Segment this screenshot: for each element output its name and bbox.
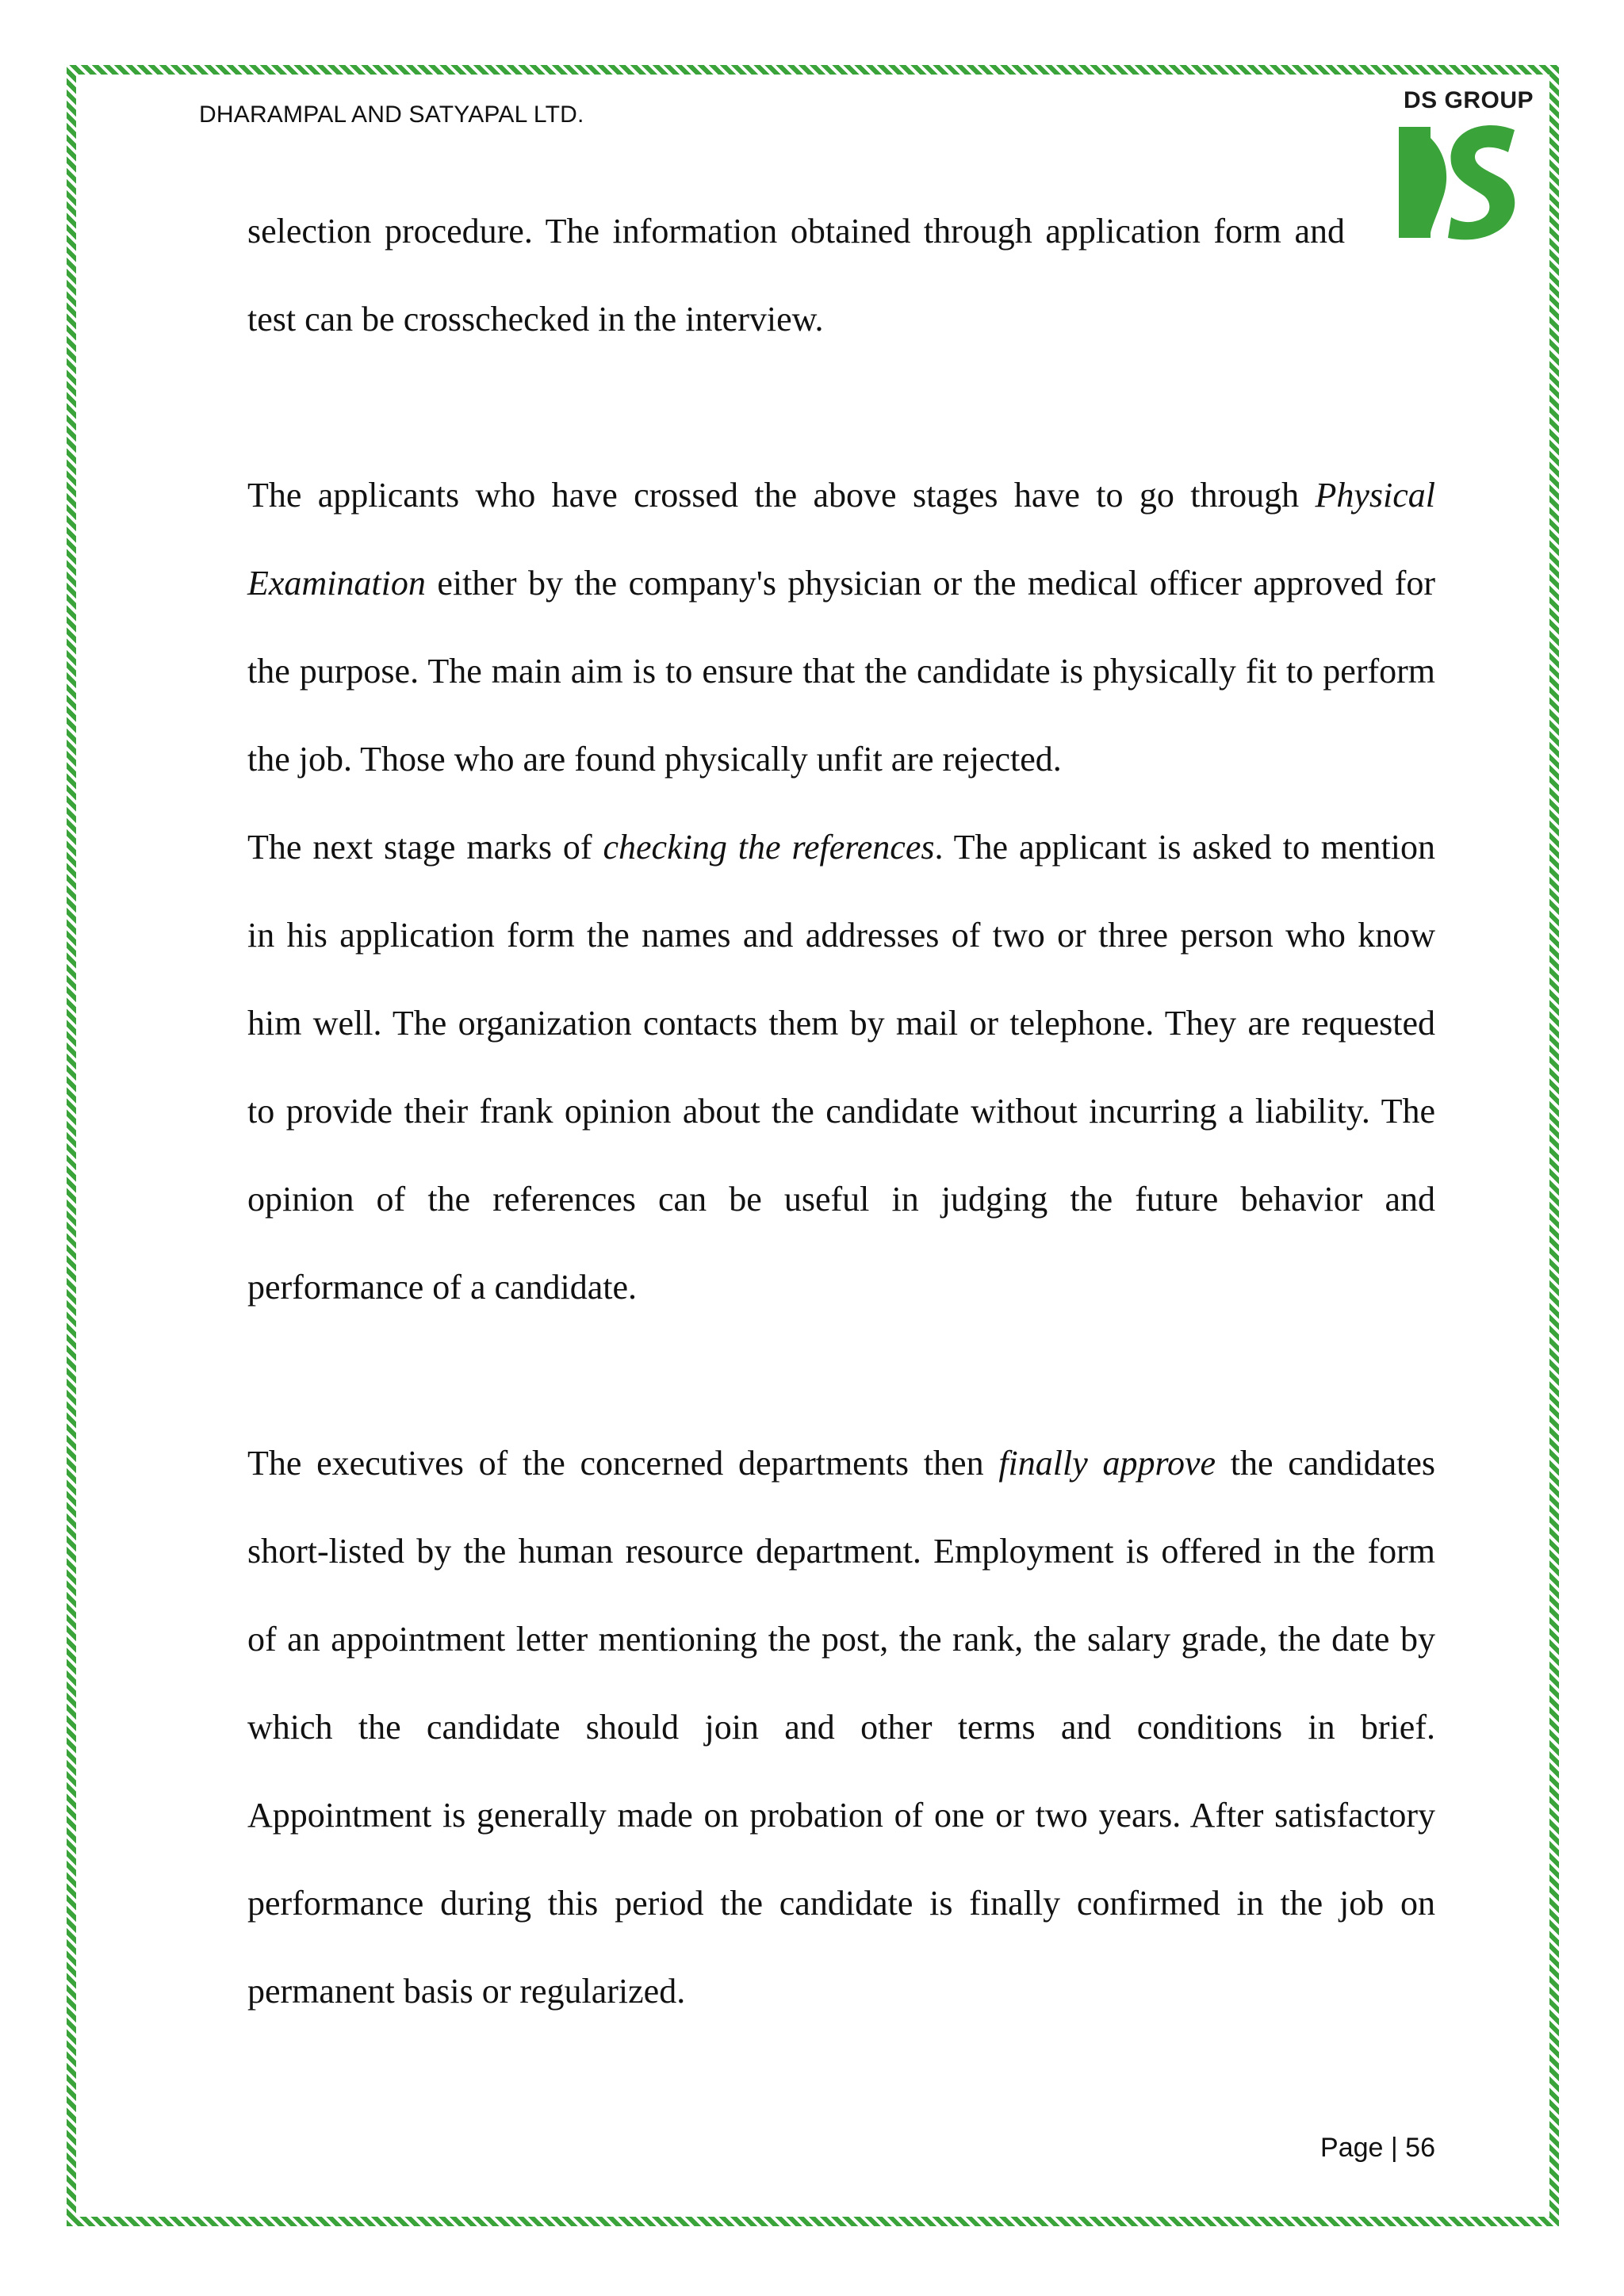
text-span: The next stage marks of (247, 828, 603, 867)
paragraph-selection-procedure: selection procedure. The information obtained through application form and test can be crosschecked in the interview. (247, 212, 1345, 339)
paragraph-final-approval (247, 1419, 1435, 2035)
text-span: either by the company's physician or the medical officer approved for the purpose. The main aim is to ensure that the candidate is physically fit to perform the job. Those who are found physically unfit are rejected. (247, 564, 1435, 779)
logo-text: DS GROUP (1404, 87, 1534, 113)
paragraph-physical-examination (247, 451, 1435, 803)
text-span: . The applicant is asked to mention in his application form the names and addresses of two or three person who know him well. The organization contacts them by mail or telephone. They are requested to provide their frank opinion about the candidate without incurring a liability. The opinion of the references can be useful in judging the future behavior and performance of a candidate. (247, 828, 1435, 1307)
paragraph-gap (247, 1331, 1435, 1419)
paragraph-checking-references (247, 803, 1435, 1331)
document-body (247, 187, 1435, 2035)
emphasis-physical-examination: Physical Examination (247, 476, 1435, 603)
emphasis-finally-approve: finally approve (998, 1444, 1216, 1483)
emphasis-checking-references: checking the references (603, 828, 935, 867)
page-number: Page | 56 (1320, 2133, 1435, 2163)
text-span: The executives of the concerned departments then (247, 1444, 999, 1483)
paragraph-gap (247, 363, 1435, 451)
header-company-name: DHARAMPAL AND SATYAPAL LTD. (199, 101, 584, 128)
text-span: the candidates short-listed by the human resource department. Employment is offered in the form of an appointment letter mentioning the post, the rank, the salary grade, the date by which the candidate should join and other terms and conditions in brief. Appointment is generally made on probation of one or two years. After satisfactory performance during this period the candidate is finally confirmed in the job on permanent basis or regularized. (247, 1444, 1435, 2011)
text-span: The applicants who have crossed the above stages have to go through (247, 476, 1316, 515)
